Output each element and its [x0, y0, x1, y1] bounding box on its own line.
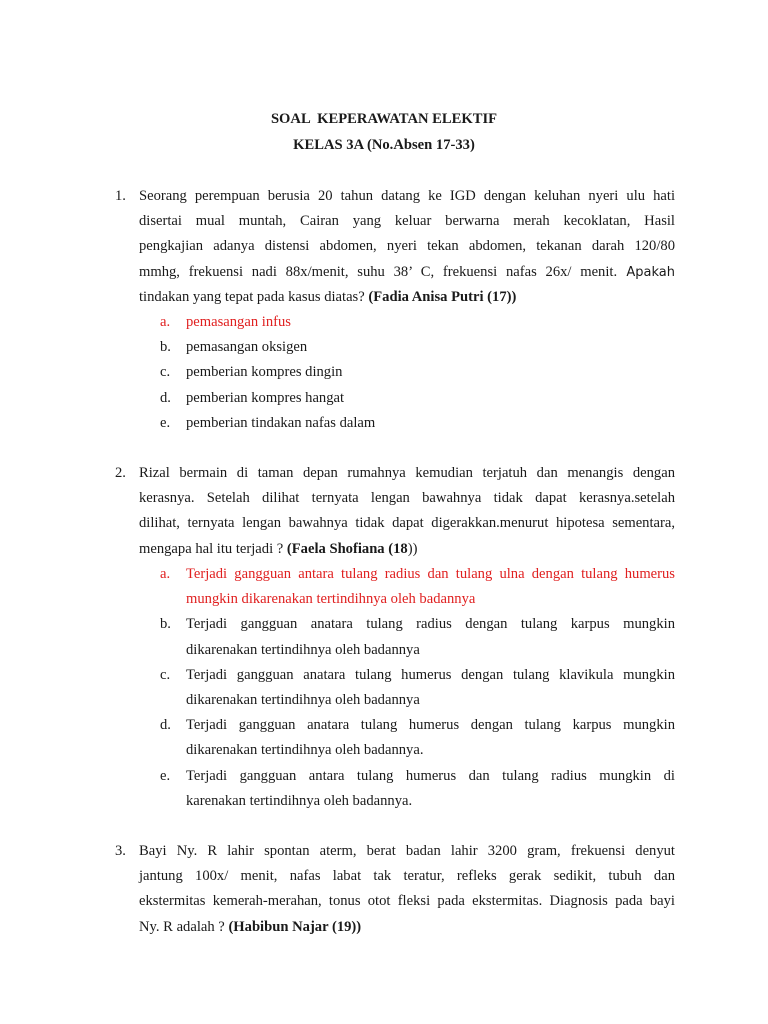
question-line: dilihat, ternyata lengan bawahnya tidak dapat digerakkan.menurut hipotesa sementara, [139, 515, 675, 532]
option-line: dikarenakan tertindihnya oleh badannya [186, 691, 420, 708]
option-c[interactable] [160, 360, 675, 385]
option-e[interactable] [160, 764, 675, 814]
option-line: dikarenakan tertindihnya oleh badannya. [186, 742, 424, 759]
question-line-part: mengapa hal itu terjadi ? [139, 540, 287, 557]
option-text: pemasangan infus [186, 314, 291, 330]
question-line-part: Apakah [617, 264, 675, 280]
option-text [186, 663, 675, 713]
question-line-part: tindakan yang tepat pada kasus diatas? [139, 288, 369, 305]
question-line: jantung 100x/ menit, nafas labat tak teratur, refleks gerak sedikit, tubuh dan [139, 868, 675, 885]
question-line-part: mmhg, frekuensi nadi 88x/menit, suhu 38’ C, frekuensi nafas 26x/ menit. [139, 263, 618, 280]
option-b[interactable] [160, 335, 675, 360]
question-line: kerasnya. Setelah dilihat ternyata lengan bawahnya tidak dapat kerasnya.setelah [139, 490, 675, 507]
question-line [139, 260, 675, 285]
option-e[interactable] [160, 411, 675, 436]
option-letter: e. [160, 414, 171, 431]
document-subtitle: KELAS 3A (No.Absen 17-33) [293, 137, 475, 153]
option-text: pemberian kompres dingin [186, 364, 343, 381]
option-list [160, 310, 675, 436]
option-text: pemberian tindakan nafas dalam [186, 414, 376, 431]
option-d[interactable] [160, 713, 675, 763]
option-a[interactable] [160, 562, 675, 612]
option-letter: c. [160, 364, 171, 381]
option-text [186, 713, 675, 763]
question-line: pengkajian adanya distensi abdomen, nyeri tekan abdomen, tekanan darah 120/80 [139, 238, 675, 255]
option-letter: a. [160, 566, 171, 582]
question-author: (Fadia Anisa Putri (17)) [368, 288, 517, 305]
question-text [139, 184, 675, 310]
option-line: Terjadi gangguan anatara tulang radius dengan tulang karpus mungkin [186, 616, 675, 633]
question-line: Bayi Ny. R lahir spontan aterm, berat badan lahir 3200 gram, frekuensi denyut [139, 843, 675, 859]
option-line: Terjadi gangguan antara tulang radius dan tulang ulna dengan tulang humerus [186, 566, 675, 582]
question-line [139, 537, 675, 562]
option-line: dikarenakan tertindihnya oleh badannya [186, 641, 420, 658]
question-author: (Faela Shofiana (18 [286, 540, 408, 557]
option-letter: a. [160, 314, 171, 330]
question-number: 3. [115, 843, 126, 859]
option-b[interactable] [160, 612, 675, 662]
option-letter: c. [160, 666, 171, 683]
option-line: mungkin dikarenakan tertindihnya oleh badannya [186, 591, 476, 608]
option-line: Terjadi gangguan antara tulang humerus dan tulang radius mungkin di [186, 767, 675, 784]
option-letter: d. [160, 389, 171, 406]
option-letter: d. [160, 717, 171, 734]
option-letter: e. [160, 767, 171, 784]
option-list [160, 562, 675, 814]
option-text: pemasangan oksigen [186, 339, 308, 356]
option-letter: b. [160, 616, 171, 633]
option-line: karenakan tertindihnya oleh badannya. [186, 792, 413, 809]
option-text: pemberian kompres hangat [186, 389, 345, 406]
question-line: disertai mual muntah, Cairan yang keluar berwarna merah kecoklatan, Hasil [139, 213, 675, 230]
option-line: Terjadi gangguan anatara tulang humerus dengan tulang karpus mungkin [186, 717, 675, 734]
option-d[interactable] [160, 386, 675, 411]
option-c[interactable] [160, 663, 675, 713]
question-number: 2. [115, 465, 126, 481]
option-text [186, 612, 675, 662]
option-letter: b. [160, 339, 171, 356]
option-text [186, 562, 675, 612]
question-line-part: Ny. R adalah ? [139, 918, 229, 935]
option-line: Terjadi gangguan anatara tulang humerus dengan tulang klavikula mungkin [186, 666, 675, 683]
question-number: 1. [115, 188, 126, 204]
document-title: SOAL KEPERAWATAN ELEKTIF [270, 111, 498, 127]
option-text [186, 764, 675, 814]
question-line: ekstermitas kemerah-merahan, tonus otot fleksi pada ekstermitas. Diagnosis pada bayi [139, 893, 675, 910]
question-line [139, 285, 675, 310]
question-line: Seorang perempuan berusia 20 tahun datang ke IGD dengan keluhan nyeri ulu hati [139, 188, 675, 204]
question-line: Rizal bermain di taman depan rumahnya kemudian terjatuh dan menangis dengan [139, 465, 675, 481]
question-line [139, 915, 675, 940]
question-line-part: )) [407, 540, 418, 557]
question-author: (Habibun Najar (19)) [228, 918, 362, 935]
question-text [139, 839, 675, 940]
question-text [139, 461, 675, 562]
option-a[interactable] [160, 310, 675, 335]
